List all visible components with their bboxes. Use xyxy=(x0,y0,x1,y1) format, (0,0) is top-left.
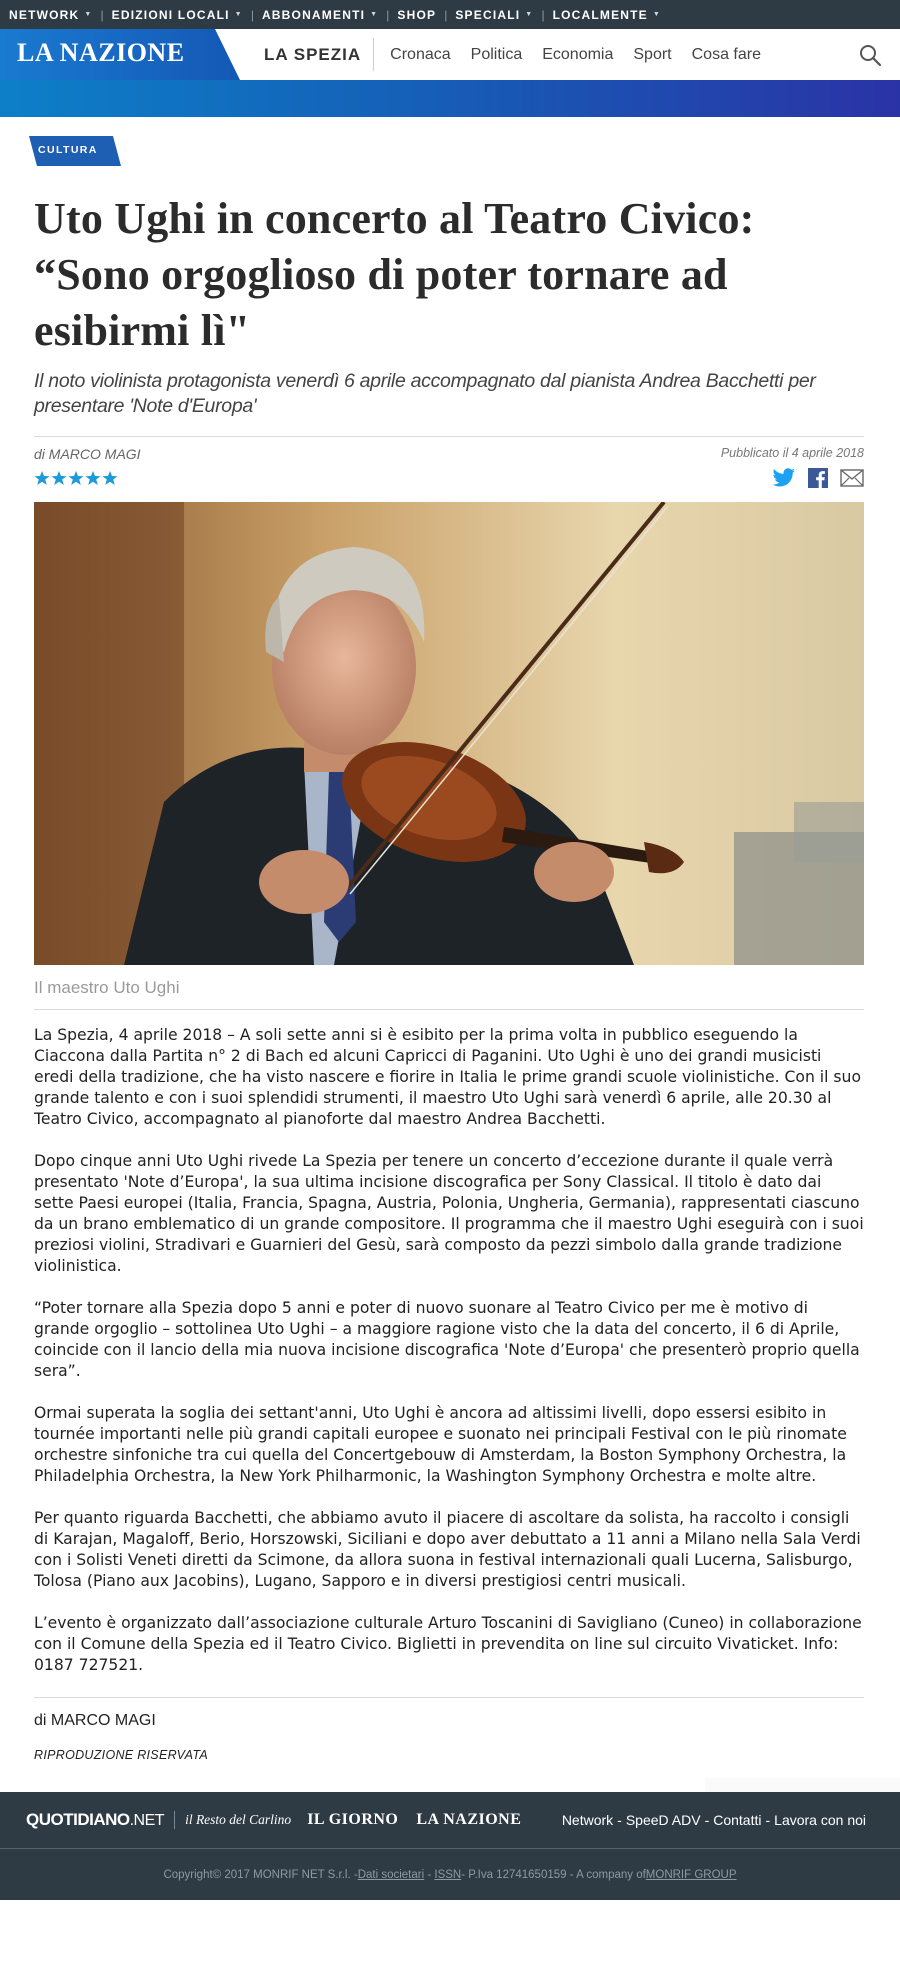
divider xyxy=(34,1009,864,1010)
author-signature[interactable]: di MARCO MAGI xyxy=(34,1712,156,1729)
site-logo[interactable] xyxy=(0,29,240,80)
link-monrif-group[interactable]: MONRIF GROUP xyxy=(645,1868,737,1881)
article-paragraph: L’evento è organizzato dall’associazione culturale Arturo Toscanini di Savigliano (Cuneo) in collaborazione con il Comune della Spezia ed il Teatro Civico. Biglietti in prevendita on line sul circuito Vivaticket. Info: 0187 727521. xyxy=(34,1614,862,1674)
article-paragraph: Ormai superata la soglia dei settant'anni, Uto Ughi è ancora ad altissimi livelli, dopo essersi esibito in tournée importanti nelle più grandi capitali europee e suonato nei principali Festival con le più rinomate orchestre sinfoniche tra cui quella del Concertgebouw di Amsterdam, la Boston Symphony Orchestra, la Philadelphia Orchestra, la New York Philharmonic, la Washington Symphony Orchestra e molte altre. xyxy=(34,1404,847,1485)
email-icon[interactable] xyxy=(840,469,864,487)
netbar-label: LOCALMENTE xyxy=(552,7,648,22)
section-tag[interactable] xyxy=(29,136,121,166)
star-icon[interactable] xyxy=(85,470,101,486)
nav-item-cosa-fare[interactable]: Cosa fare xyxy=(691,45,761,63)
separator: | xyxy=(444,7,448,22)
article-paragraph: Per quanto riguarda Bacchetti, che abbiamo avuto il piacere di ascoltare da solista, ha raccolto i consigli di Karajan, Magaloff, Berio, Horszowski, Siciliani e dopo aver debuttato a 11 anni a Milano nella Sala Verdi con i Solisti Veneti diretti da Scimone, da allora suona in festival internazionali quali Lucerna, Salisburgo, Tolosa (Piano aux Jacobins), Lugano, Sapporo e in diversi prestigiosi centri musicali. xyxy=(34,1509,861,1590)
separator: | xyxy=(386,7,390,22)
chevron-down-icon: ▼ xyxy=(84,11,93,18)
separator: | xyxy=(100,7,104,22)
separator: - xyxy=(765,1812,771,1828)
link-issn[interactable]: ISSN xyxy=(434,1868,462,1881)
footer-spacer xyxy=(0,1762,900,1792)
brand-resto-del-carlino[interactable]: il Resto del Carlino xyxy=(185,1812,292,1827)
article xyxy=(0,136,900,1762)
section-tag-wrap xyxy=(34,136,864,166)
article-paragraph: “Poter tornare alla Spezia dopo 5 anni e poter di nuovo suonare al Teatro Civico per me è motivo di grande orgoglio – sottolinea Uto Ughi – a maggiore ragione visto che la data del concerto, il 6 di Aprile, coincide con il lancio della mia nuova incisione discografica 'Note d’Europa' che presenterò proprio quella sera”. xyxy=(34,1299,860,1380)
rights-notice: RIPRODUZIONE RISERVATA xyxy=(34,1748,208,1762)
brand-quotidiano-name: QUOTIDIANO xyxy=(26,1810,130,1829)
netbar-item-network[interactable] xyxy=(9,8,93,22)
search-icon[interactable] xyxy=(858,43,882,67)
divider xyxy=(34,1697,864,1698)
netbar-item-shop[interactable] xyxy=(397,8,436,22)
article-paragraph: La Spezia, 4 aprile 2018 – A soli sette anni si è esibito per la prima volta in pubblico eseguendo la Ciaccona dalla Partita n° 2 di Bach ed alcuni Capricci di Paganini. Uto Ughi è uno dei grandi musicisti eredi della tradizione, che ha visto nascere e fiorire in Italia le prime grandi scuole violinistiche. Con il suo grande talento e con i suoi splendidi strumenti, il maestro Uto Ughi sarà venerdì 6 aprile, alle 20.30 al Teatro Civico, accompagnato al pianoforte dal maestro Andrea Bacchetti. xyxy=(34,1026,861,1128)
article-title: Uto Ughi in concerto al Teatro Civico: “Sono orgoglioso di poter tornare ad esibirmi lì" xyxy=(34,194,755,355)
star-icon[interactable] xyxy=(51,470,67,486)
nav-item-sport[interactable]: Sport xyxy=(633,45,672,63)
netbar-label: SPECIALI xyxy=(455,7,521,22)
chevron-down-icon: ▼ xyxy=(234,11,243,18)
divider xyxy=(34,436,864,437)
brand-quotidiano-suffix: .NET xyxy=(129,1812,165,1829)
star-icon[interactable] xyxy=(68,470,84,486)
nav-item-economia[interactable]: Economia xyxy=(542,45,614,63)
brand-la-nazione[interactable]: LA NAZIONE xyxy=(416,1811,522,1828)
share-buttons xyxy=(772,468,864,488)
separator: - xyxy=(704,1812,710,1828)
network-brands xyxy=(26,1810,521,1830)
footer-tab xyxy=(705,1778,900,1792)
netbar-label: ABBONAMENTI xyxy=(261,7,366,22)
chevron-down-icon: ▼ xyxy=(370,11,379,18)
separator: | xyxy=(250,7,254,22)
edition-city[interactable]: LA SPEZIA xyxy=(240,38,374,71)
copyright-text: Copyright© 2017 MONRIF NET S.r.l. - xyxy=(163,1868,358,1881)
netbar-label: SHOP xyxy=(397,7,437,22)
nav-item-cronaca[interactable]: Cronaca xyxy=(390,45,451,63)
publish-date: Pubblicato il 4 aprile 2018 xyxy=(720,446,864,460)
netbar-item-abbonamenti[interactable] xyxy=(262,8,378,22)
facebook-icon[interactable] xyxy=(808,468,828,488)
netbar-item-edizioni-locali[interactable] xyxy=(112,8,243,22)
star-icon[interactable] xyxy=(34,470,50,486)
article-paragraph: Dopo cinque anni Uto Ughi rivede La Spezia per tenere un concerto d’eccezione durante il quale verrà presentato 'Note d’Europa', la sua ultima incisione discografica per Sony Classical. Il titolo è dato dai sette Paesi europei (Italia, Francia, Spagna, Austria, Polonia, Ungheria, Germania), rappresentati ciascuno da un brano emblematico di un grande compositore. Il programma che il maestro Ughi eseguirà con i suoi preziosi violini, Stradivari e Guarnieri del Gesù, sarà composto da pezzi simbolo dalla grande tradizione violinistica. xyxy=(34,1152,864,1275)
site-footer xyxy=(0,1792,900,1900)
article-subtitle: Il noto violinista protagonista venerdì 6 aprile accompagnato dal pianista Andrea Bacchetti per presentare 'Note d'Europa' xyxy=(34,370,816,417)
footer-link-speed-adv[interactable]: SpeeD ADV xyxy=(625,1812,701,1828)
piva-text: - P.Iva 12741650159 - A company of xyxy=(461,1868,646,1881)
separator: | xyxy=(541,7,545,22)
chevron-down-icon: ▼ xyxy=(525,11,534,18)
footer-copyright xyxy=(0,1849,900,1900)
rating-share-row xyxy=(34,468,864,488)
rating-stars[interactable] xyxy=(34,470,118,486)
netbar-item-speciali[interactable] xyxy=(455,8,533,22)
article-meta xyxy=(34,446,864,462)
header-band xyxy=(0,80,900,117)
footer-brands-row xyxy=(0,1792,900,1848)
author-byline[interactable]: di MARCO MAGI xyxy=(34,446,141,462)
brand-quotidiano[interactable] xyxy=(26,1810,164,1830)
section-tag-label: CULTURA xyxy=(38,144,98,156)
chevron-down-icon: ▼ xyxy=(652,11,662,18)
link-dati-societari[interactable]: Dati societari xyxy=(357,1868,425,1881)
separator xyxy=(174,1811,175,1829)
brand-il-giorno[interactable]: IL GIORNO xyxy=(307,1811,399,1828)
footer-link-contatti[interactable]: Contatti xyxy=(713,1812,762,1828)
logo-text: LA NAZIONE xyxy=(17,38,185,67)
star-icon[interactable] xyxy=(102,470,118,486)
footer-links xyxy=(562,1812,866,1828)
footer-link-lavora-con-noi[interactable]: Lavora con noi xyxy=(774,1812,866,1828)
separator: - xyxy=(424,1868,435,1881)
network-bar xyxy=(0,0,900,29)
violinist-photo xyxy=(34,502,864,965)
separator: - xyxy=(617,1812,622,1828)
netbar-label: EDIZIONI LOCALI xyxy=(111,7,230,22)
main-nav xyxy=(374,29,771,80)
photo-caption: Il maestro Uto Ughi xyxy=(34,978,180,997)
netbar-item-localmente[interactable] xyxy=(553,8,661,22)
nav-item-politica[interactable]: Politica xyxy=(470,45,523,63)
article-photo[interactable] xyxy=(34,502,864,965)
footer-link-network[interactable]: Network xyxy=(561,1812,614,1828)
site-header xyxy=(0,29,900,80)
twitter-icon[interactable] xyxy=(772,468,796,488)
netbar-label: NETWORK xyxy=(9,7,80,22)
article-body xyxy=(34,1025,864,1676)
